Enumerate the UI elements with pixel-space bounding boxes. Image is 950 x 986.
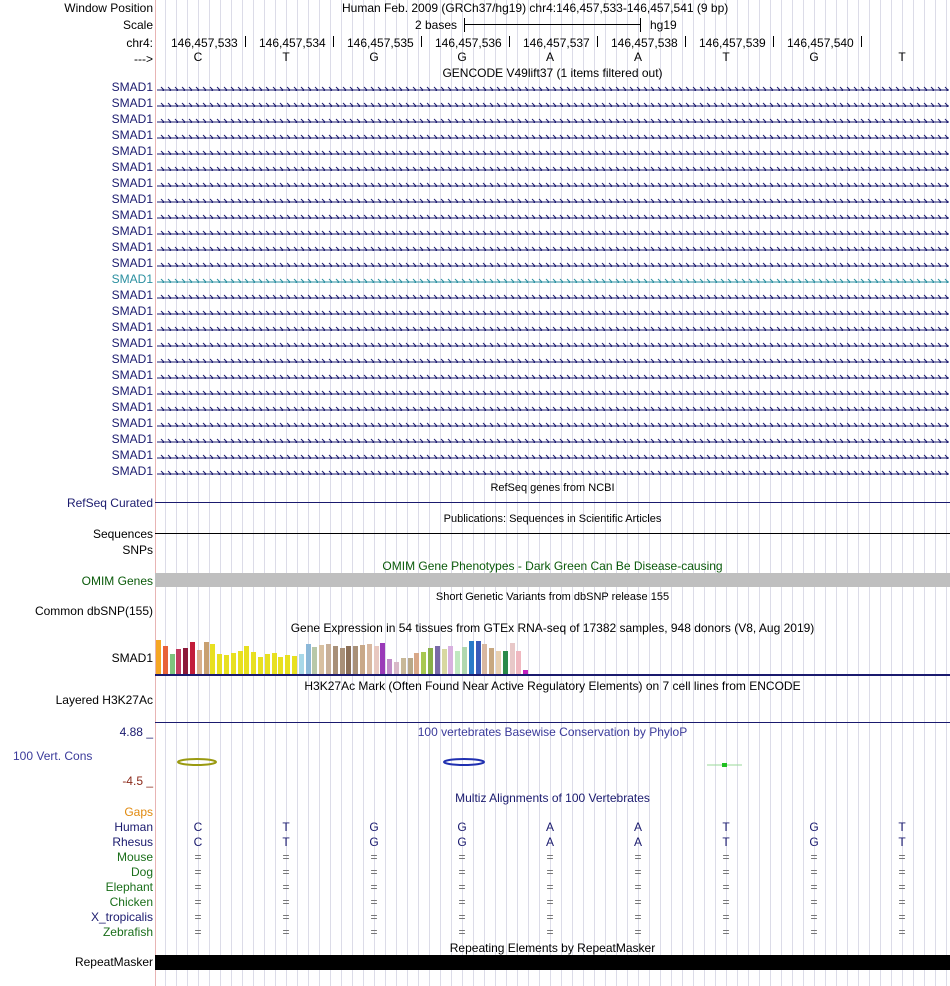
strand-label: ---> [134, 52, 153, 66]
gencode-transcript-line[interactable] [157, 195, 949, 203]
gencode-transcript-line[interactable] [157, 323, 949, 331]
alignment-base: = [810, 850, 818, 864]
gtex-bar[interactable] [469, 641, 474, 674]
gtex-bar[interactable] [224, 655, 229, 674]
coord-tick [333, 36, 334, 47]
alignment-base: = [810, 880, 818, 894]
gencode-transcript-line[interactable] [157, 163, 949, 171]
coord-label: 146,457,538 [611, 36, 678, 50]
base-letter: G [809, 50, 819, 64]
alignment-base: = [370, 865, 378, 879]
h3k27ac-track-title: H3K27Ac Mark (Often Found Near Active Regulatory Elements) on 7 cell lines from ENCODE [304, 679, 801, 693]
gtex-bar[interactable] [251, 652, 256, 674]
gtex-bar[interactable] [156, 640, 161, 674]
alignment-base: = [898, 895, 906, 909]
alignment-base: = [634, 850, 642, 864]
alignment-base: = [634, 925, 642, 939]
gtex-bar[interactable] [346, 646, 351, 674]
repeatmasker-track-title: Repeating Elements by RepeatMasker [449, 941, 656, 955]
gencode-transcript-label[interactable]: SMAD1 [111, 128, 153, 142]
alignment-base: = [194, 880, 202, 894]
publications-line[interactable] [155, 533, 950, 534]
gencode-transcript-line[interactable] [157, 291, 949, 299]
gtex-bar[interactable] [510, 643, 515, 674]
alignment-base: = [458, 925, 466, 939]
alignment-base: = [634, 880, 642, 894]
base-letter: C [193, 50, 203, 64]
refseq-label[interactable]: RefSeq Curated [66, 496, 153, 510]
gencode-transcript-line[interactable] [157, 179, 949, 187]
gencode-transcript-label[interactable]: SMAD1 [111, 240, 153, 254]
h3k27ac-baseline [155, 722, 950, 723]
alignment-base: T [898, 820, 906, 834]
alignment-base: = [810, 895, 818, 909]
publications-label[interactable]: Sequences [92, 527, 153, 541]
gtex-bar[interactable] [476, 641, 481, 674]
alignment-base: = [282, 850, 290, 864]
species-label[interactable]: Chicken [109, 895, 153, 909]
gtex-bar[interactable] [401, 658, 406, 674]
alignment-base: = [810, 925, 818, 939]
gencode-transcript-label[interactable]: SMAD1 [111, 144, 153, 158]
alignment-base: = [546, 925, 554, 939]
alignment-base: = [370, 910, 378, 924]
base-letter: A [545, 50, 554, 64]
alignment-base: T [282, 835, 290, 849]
alignment-base: G [809, 835, 819, 849]
repeatmasker-bar[interactable] [155, 955, 950, 970]
gencode-transcript-label[interactable]: SMAD1 [111, 320, 153, 334]
alignment-base: = [722, 925, 730, 939]
gtex-bar[interactable] [516, 651, 521, 674]
gtex-bar[interactable] [482, 644, 487, 674]
alignment-base: = [370, 880, 378, 894]
gtex-bar[interactable] [496, 651, 501, 674]
gtex-bar[interactable] [217, 654, 222, 674]
h3k27ac-label[interactable]: Layered H3K27Ac [55, 693, 153, 707]
alignment-base: = [458, 865, 466, 879]
gtex-bar[interactable] [455, 651, 460, 674]
alignment-base: = [282, 910, 290, 924]
alignment-base: = [722, 850, 730, 864]
dbsnp-label[interactable]: Common dbSNP(155) [34, 604, 153, 618]
gencode-transcript-line[interactable] [157, 467, 949, 475]
gencode-transcript-line[interactable] [157, 371, 949, 379]
gtex-bar[interactable] [408, 658, 413, 674]
gencode-transcript-label[interactable]: SMAD1 [111, 432, 153, 446]
species-label[interactable]: Mouse [116, 850, 153, 864]
coord-label: 146,457,534 [259, 36, 326, 50]
gtex-bar[interactable] [190, 642, 195, 674]
gtex-bar[interactable] [353, 646, 358, 674]
coord-label: 146,457,539 [699, 36, 766, 50]
gtex-baseline [155, 674, 950, 676]
gtex-bar[interactable] [428, 648, 433, 674]
alignment-base: = [634, 910, 642, 924]
gtex-bar[interactable] [442, 649, 447, 674]
gencode-transcript-line[interactable] [157, 419, 949, 427]
alignment-base: = [194, 850, 202, 864]
refseq-track-title: RefSeq genes from NCBI [490, 482, 615, 494]
gencode-transcript-label[interactable]: SMAD1 [111, 192, 153, 206]
gencode-transcript-line[interactable] [157, 307, 949, 315]
gtex-bar[interactable] [204, 642, 209, 674]
gtex-bar[interactable] [285, 655, 290, 674]
gtex-bar[interactable] [210, 644, 215, 674]
gtex-bar[interactable] [462, 647, 467, 674]
publications-track-title: Publications: Sequences in Scientific Articles [443, 513, 662, 525]
alignment-base: G [369, 820, 379, 834]
gencode-transcript-label[interactable]: SMAD1 [111, 80, 153, 94]
gencode-transcript-line[interactable] [157, 435, 949, 443]
gtex-bar[interactable] [176, 649, 181, 674]
gencode-transcript-label[interactable]: SMAD1 [111, 208, 153, 222]
gencode-transcript-label[interactable]: SMAD1 [111, 176, 153, 190]
alignment-base: G [457, 820, 467, 834]
alignment-base: = [722, 880, 730, 894]
gtex-bar[interactable] [265, 654, 270, 674]
gencode-transcript-label[interactable]: SMAD1 [111, 368, 153, 382]
gtex-bar[interactable] [299, 654, 304, 674]
alignment-base: = [370, 850, 378, 864]
gtex-bar[interactable] [387, 659, 392, 674]
alignment-base: = [282, 895, 290, 909]
alignment-base: = [370, 895, 378, 909]
refseq-line[interactable] [155, 502, 950, 503]
gencode-transcript-line[interactable] [157, 227, 949, 235]
gencode-transcript-line[interactable] [157, 83, 949, 91]
omim-bar[interactable] [155, 573, 950, 587]
alignment-base: = [546, 880, 554, 894]
gtex-bar[interactable] [319, 645, 324, 674]
gencode-transcript-line[interactable] [157, 275, 949, 283]
coord-tick [245, 36, 246, 47]
gencode-transcript-label[interactable]: SMAD1 [111, 352, 153, 366]
alignment-base: = [282, 865, 290, 879]
gtex-label[interactable]: SMAD1 [111, 651, 153, 665]
gtex-bar[interactable] [503, 651, 508, 674]
gencode-transcript-line[interactable] [157, 403, 949, 411]
alignment-base: = [634, 865, 642, 879]
gtex-bar[interactable] [170, 654, 175, 674]
coord-tick [861, 36, 862, 47]
gtex-bar[interactable] [333, 646, 338, 674]
alignment-base: = [546, 865, 554, 879]
gencode-transcript-label[interactable]: SMAD1 [111, 448, 153, 462]
gtex-bar[interactable] [340, 648, 345, 674]
dbsnp-track-title: Short Genetic Variants from dbSNP release 155 [435, 591, 670, 603]
gencode-transcript-label[interactable]: SMAD1 [111, 464, 153, 478]
alignment-base: = [282, 925, 290, 939]
alignment-base: C [193, 835, 203, 849]
alignment-base: = [194, 910, 202, 924]
cons-mark-2 [444, 759, 484, 765]
gtex-bar[interactable] [435, 646, 440, 674]
gencode-transcript-label[interactable]: SMAD1 [111, 224, 153, 238]
cons-min-label: -4.5 _ [122, 774, 153, 788]
alignment-base: T [722, 835, 730, 849]
cons-mark-4 [722, 763, 727, 767]
coord-label: 146,457,536 [435, 36, 502, 50]
gtex-bar[interactable] [326, 644, 331, 674]
alignment-base: T [282, 820, 290, 834]
gtex-bar[interactable] [292, 656, 297, 674]
omim-track-title: OMIM Gene Phenotypes - Dark Green Can Be Disease-causing [382, 559, 723, 573]
alignment-base: = [370, 925, 378, 939]
base-letter: T [282, 50, 290, 64]
scale-bar [464, 18, 641, 32]
omim-label[interactable]: OMIM Genes [81, 574, 153, 588]
gencode-transcript-label[interactable]: SMAD1 [111, 160, 153, 174]
cons-track-title: 100 vertebrates Basewise Conservation by PhyloP [417, 725, 688, 739]
window-position-text: Human Feb. 2009 (GRCh37/hg19) chr4:146,457,533-146,457,541 (9 bp) [342, 1, 729, 15]
chrom-label: chr4: [126, 36, 153, 50]
scale-label: Scale [122, 18, 153, 32]
alignment-base: A [633, 835, 642, 849]
gaps-label[interactable]: Gaps [124, 805, 153, 819]
alignment-base: = [898, 865, 906, 879]
gencode-transcript-line[interactable] [157, 259, 949, 267]
gtex-bar[interactable] [163, 646, 168, 674]
coord-tick [773, 36, 774, 47]
cons-mark-1 [178, 759, 216, 765]
gencode-transcript-label[interactable]: SMAD1 [111, 288, 153, 302]
gtex-bar[interactable] [360, 645, 365, 674]
gencode-transcript-label[interactable]: SMAD1 [111, 112, 153, 126]
alignment-base: = [722, 895, 730, 909]
gtex-bar[interactable] [183, 648, 188, 674]
base-letter: G [457, 50, 467, 64]
gencode-transcript-label[interactable]: SMAD1 [111, 336, 153, 350]
alignment-base: A [633, 820, 642, 834]
snps-label[interactable]: SNPs [122, 543, 153, 557]
gencode-transcript-line[interactable] [157, 355, 949, 363]
alignment-base: = [898, 910, 906, 924]
alignment-base: = [898, 880, 906, 894]
gencode-transcript-line[interactable] [157, 451, 949, 459]
gtex-bar[interactable] [380, 643, 385, 674]
alignment-base: C [193, 820, 203, 834]
alignment-base: = [722, 865, 730, 879]
cons-max-label: 4.88 _ [119, 725, 153, 739]
gencode-transcript-line[interactable] [157, 243, 949, 251]
gtex-bar[interactable] [448, 646, 453, 674]
coord-tick [685, 36, 686, 47]
alignment-base: = [898, 925, 906, 939]
coord-tick [421, 36, 422, 47]
coord-label: 146,457,535 [347, 36, 414, 50]
alignment-base: G [369, 835, 379, 849]
gtex-bar[interactable] [414, 653, 419, 674]
alignment-base: A [545, 820, 554, 834]
gencode-transcript-line[interactable] [157, 131, 949, 139]
alignment-base: G [457, 835, 467, 849]
alignment-base: T [722, 820, 730, 834]
scale-assembly: hg19 [650, 18, 677, 32]
coord-label: 146,457,540 [787, 36, 854, 50]
alignment-base: = [458, 895, 466, 909]
gtex-bar[interactable] [489, 648, 494, 674]
alignment-base: = [194, 895, 202, 909]
alignment-base: = [898, 850, 906, 864]
gencode-transcript-line[interactable] [157, 99, 949, 107]
cons-plot[interactable] [155, 745, 950, 785]
gtex-bar[interactable] [374, 646, 379, 674]
gencode-transcript-line[interactable] [157, 339, 949, 347]
coord-tick [597, 36, 598, 47]
gtex-bar[interactable] [394, 662, 399, 674]
alignment-base: = [810, 910, 818, 924]
species-label[interactable]: Human [114, 820, 153, 834]
gtex-bar[interactable] [238, 651, 243, 674]
gtex-bar[interactable] [272, 653, 277, 674]
gencode-transcript-label[interactable]: SMAD1 [111, 400, 153, 414]
coord-label: 146,457,533 [171, 36, 238, 50]
alignment-base: = [546, 850, 554, 864]
gtex-bar[interactable] [278, 657, 283, 674]
alignment-base: G [809, 820, 819, 834]
gencode-transcript-line[interactable] [157, 147, 949, 155]
gencode-transcript-label[interactable]: SMAD1 [111, 256, 153, 270]
gencode-transcript-label[interactable]: SMAD1 [111, 384, 153, 398]
coord-label: 146,457,537 [523, 36, 590, 50]
alignment-base: = [282, 880, 290, 894]
gencode-transcript-line[interactable] [157, 387, 949, 395]
gencode-transcript-label[interactable]: SMAD1 [111, 416, 153, 430]
gencode-transcript-label[interactable]: SMAD1 [111, 96, 153, 110]
base-letter: G [369, 50, 379, 64]
alignment-base: = [810, 865, 818, 879]
cons-label[interactable]: 100 Vert. Cons [13, 749, 93, 763]
coord-tick [509, 36, 510, 47]
gtex-bar[interactable] [231, 653, 236, 674]
alignment-base: A [545, 835, 554, 849]
gencode-transcript-line[interactable] [157, 115, 949, 123]
gtex-bar[interactable] [197, 650, 202, 674]
alignment-base: = [634, 895, 642, 909]
gtex-bar[interactable] [367, 644, 372, 674]
alignment-base: = [546, 895, 554, 909]
multiz-track-title: Multiz Alignments of 100 Vertebrates [455, 791, 650, 805]
species-label[interactable]: X_tropicalis [90, 910, 153, 924]
species-label[interactable]: Elephant [105, 880, 153, 894]
alignment-base: = [722, 910, 730, 924]
alignment-base: = [458, 880, 466, 894]
gtex-bar[interactable] [421, 652, 426, 674]
gtex-bar[interactable] [306, 644, 311, 674]
alignment-base: = [546, 910, 554, 924]
species-label[interactable]: Zebrafish [102, 925, 153, 939]
species-label[interactable]: Rhesus [112, 835, 153, 849]
base-letter: T [722, 50, 730, 64]
gencode-transcript-label[interactable]: SMAD1 [111, 304, 153, 318]
alignment-base: = [194, 865, 202, 879]
gencode-transcript-line[interactable] [157, 211, 949, 219]
scale-text: 2 bases [415, 18, 458, 32]
gtex-bar[interactable] [312, 647, 317, 674]
gtex-bar[interactable] [258, 657, 263, 674]
species-label[interactable]: Dog [130, 865, 153, 879]
gtex-track-title: Gene Expression in 54 tissues from GTEx RNA-seq of 17382 samples, 948 donors (V8, Aug 2019) [290, 621, 815, 635]
gencode-track-title: GENCODE V49lift37 (1 items filtered out) [442, 66, 663, 80]
alignment-base: = [458, 850, 466, 864]
alignment-base: T [898, 835, 906, 849]
window-position-label: Window Position [64, 1, 153, 15]
alignment-base: = [194, 925, 202, 939]
base-letter: A [633, 50, 642, 64]
gtex-bar[interactable] [244, 646, 249, 674]
gencode-transcript-label[interactable]: SMAD1 [111, 272, 153, 286]
alignment-base: = [458, 910, 466, 924]
repeatmasker-label[interactable]: RepeatMasker [74, 955, 153, 969]
base-letter: T [898, 50, 906, 64]
